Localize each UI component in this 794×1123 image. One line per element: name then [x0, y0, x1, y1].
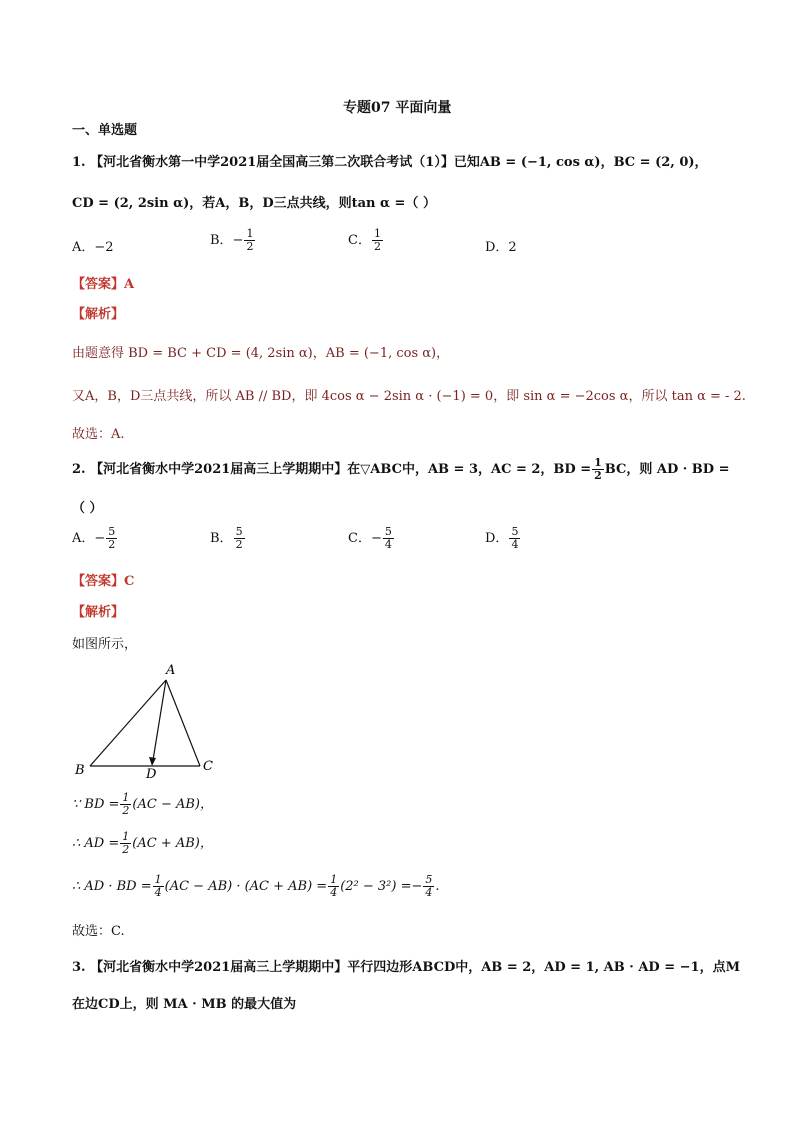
q1-stem-line1: 1. 【河北省衡水第一中学2021届全国高三第二次联合考试（1）】已知AB = (−1, cos α)，BC = (2, 0)，	[72, 155, 708, 170]
q2-option-c-fraction	[383, 526, 394, 551]
q2-option-d-fraction	[509, 526, 520, 551]
q2-option-a-den: 2	[108, 538, 116, 551]
q2-step3-num2: 1	[330, 873, 338, 886]
q2-option-b	[210, 526, 246, 551]
q2-option-c-den: 4	[384, 538, 392, 551]
q2-option-b-fraction	[234, 526, 245, 551]
q2-step1-den: 2	[122, 804, 130, 817]
q2-option-c-num: 5	[384, 525, 392, 538]
q1-solution-line1: 由题意得 BD = BC + CD = (4, 2sin α)，AB = (−1, cos α)，	[72, 346, 450, 361]
q2-step3-num3: 5	[425, 873, 433, 886]
q1-option-d: D．2	[485, 240, 517, 255]
q2-analysis-label: 【解析】	[72, 605, 125, 620]
q1-option-b-fraction	[244, 228, 255, 253]
q2-as-shown: 如图所示，	[72, 637, 138, 652]
label-a: A	[166, 663, 176, 678]
q2-step3-fraction3	[423, 874, 434, 899]
q1-option-b-prefix: B．−	[210, 233, 244, 248]
q2-option-d	[485, 526, 521, 551]
q2-step3-den1: 4	[154, 886, 162, 899]
q1-analysis-label: 【解析】	[72, 307, 125, 322]
q2-option-d-num: 5	[511, 525, 519, 538]
q2-stem-fraction	[592, 457, 604, 482]
q2-step3-b: (AC − AB) · (AC + AB) =	[164, 879, 328, 894]
q3-stem-line2: 在边CD上，则 MA · MB 的最大值为	[72, 997, 297, 1012]
q2-option-c-prefix: C．−	[348, 531, 382, 546]
q1-option-b	[210, 228, 256, 253]
q2-option-b-den: 2	[235, 538, 243, 551]
q2-step2-den: 2	[122, 843, 130, 856]
page-title: 专题07 平面向量	[343, 100, 452, 116]
q2-stem-part-b: BC，则 AD · BD =	[604, 462, 730, 477]
q2-stem-part-a: 2. 【河北省衡水中学2021届高三上学期期中】在▽ABC中，AB = 3，AC = 2，BD =	[72, 462, 592, 477]
q2-option-a-fraction	[106, 526, 117, 551]
q2-step2-b: (AC + AB)，	[132, 836, 213, 851]
q2-step2-fraction	[120, 831, 131, 856]
label-d: D	[146, 767, 157, 782]
side-ac	[166, 680, 200, 766]
q2-step1-b: (AC − AB)，	[132, 797, 213, 812]
q2-step2-num: 1	[122, 830, 130, 843]
q2-step2-a: ∴ AD =	[72, 836, 120, 851]
q2-step2	[72, 831, 213, 856]
q1-option-c-fraction	[372, 228, 383, 253]
q2-step3-end: .	[435, 879, 440, 894]
q1-option-c-den: 2	[373, 240, 381, 253]
q1-option-b-den: 2	[246, 240, 254, 253]
q2-option-b-prefix: B．	[210, 531, 233, 546]
section-heading: 一、单选题	[72, 123, 138, 138]
triangle-figure	[70, 658, 230, 784]
q2-step1-a: ∵ BD =	[72, 797, 120, 812]
q1-option-b-num: 1	[246, 227, 254, 240]
q2-option-d-prefix: D．	[485, 531, 509, 546]
q2-stem-den: 2	[594, 469, 602, 482]
q1-option-c-prefix: C．	[348, 233, 371, 248]
q2-stem-line2: （ ）	[72, 501, 103, 516]
q1-option-a: A．−2	[72, 240, 114, 255]
q3-stem-line1: 3. 【河北省衡水中学2021届高三上学期期中】平行四边形ABCD中，AB = 2，AD = 1, AB · AD = −1，点M	[72, 960, 740, 975]
arrow-head-icon	[149, 757, 156, 766]
q2-step1-fraction	[120, 792, 131, 817]
label-b: B	[75, 763, 85, 778]
q2-step3-fraction2	[328, 874, 339, 899]
q1-solution-line2: 又A，B，D三点共线，所以 AB // BD，即 4cos α − 2sin α · (−1) = 0，即 sin α = −2cos α，所以 tan α = - 2.	[72, 389, 746, 404]
q2-option-c	[348, 526, 395, 551]
q2-stem-num: 1	[594, 456, 602, 469]
q1-stem-line2: CD = (2, 2sin α)，若A，B，D三点共线，则tan α =（ ）	[72, 196, 436, 211]
q2-step3-den3: 4	[425, 886, 433, 899]
q2-step3-a: ∴ AD · BD =	[72, 879, 152, 894]
q2-option-a	[72, 526, 118, 551]
q2-choose: 故选：C.	[72, 924, 125, 939]
q2-option-d-den: 4	[511, 538, 519, 551]
q1-option-c	[348, 228, 384, 253]
q2-step3-den2: 4	[330, 886, 338, 899]
q2-step3-num1: 1	[154, 873, 162, 886]
q1-answer-label: 【答案】A	[72, 277, 135, 292]
q2-option-b-num: 5	[235, 525, 243, 538]
label-c: C	[203, 759, 213, 774]
q2-option-a-num: 5	[108, 525, 116, 538]
q1-choose: 故选：A.	[72, 427, 125, 442]
q2-step1	[72, 792, 213, 817]
q1-option-c-num: 1	[373, 227, 381, 240]
q2-step3	[72, 874, 440, 899]
q2-option-a-prefix: A．−	[72, 531, 106, 546]
q2-step3-c: (2² − 3²) =−	[340, 879, 423, 894]
q2-step1-num: 1	[122, 791, 130, 804]
q2-answer-label: 【答案】C	[72, 574, 135, 589]
q2-step3-fraction1	[153, 874, 164, 899]
q2-stem-line1	[72, 457, 730, 482]
